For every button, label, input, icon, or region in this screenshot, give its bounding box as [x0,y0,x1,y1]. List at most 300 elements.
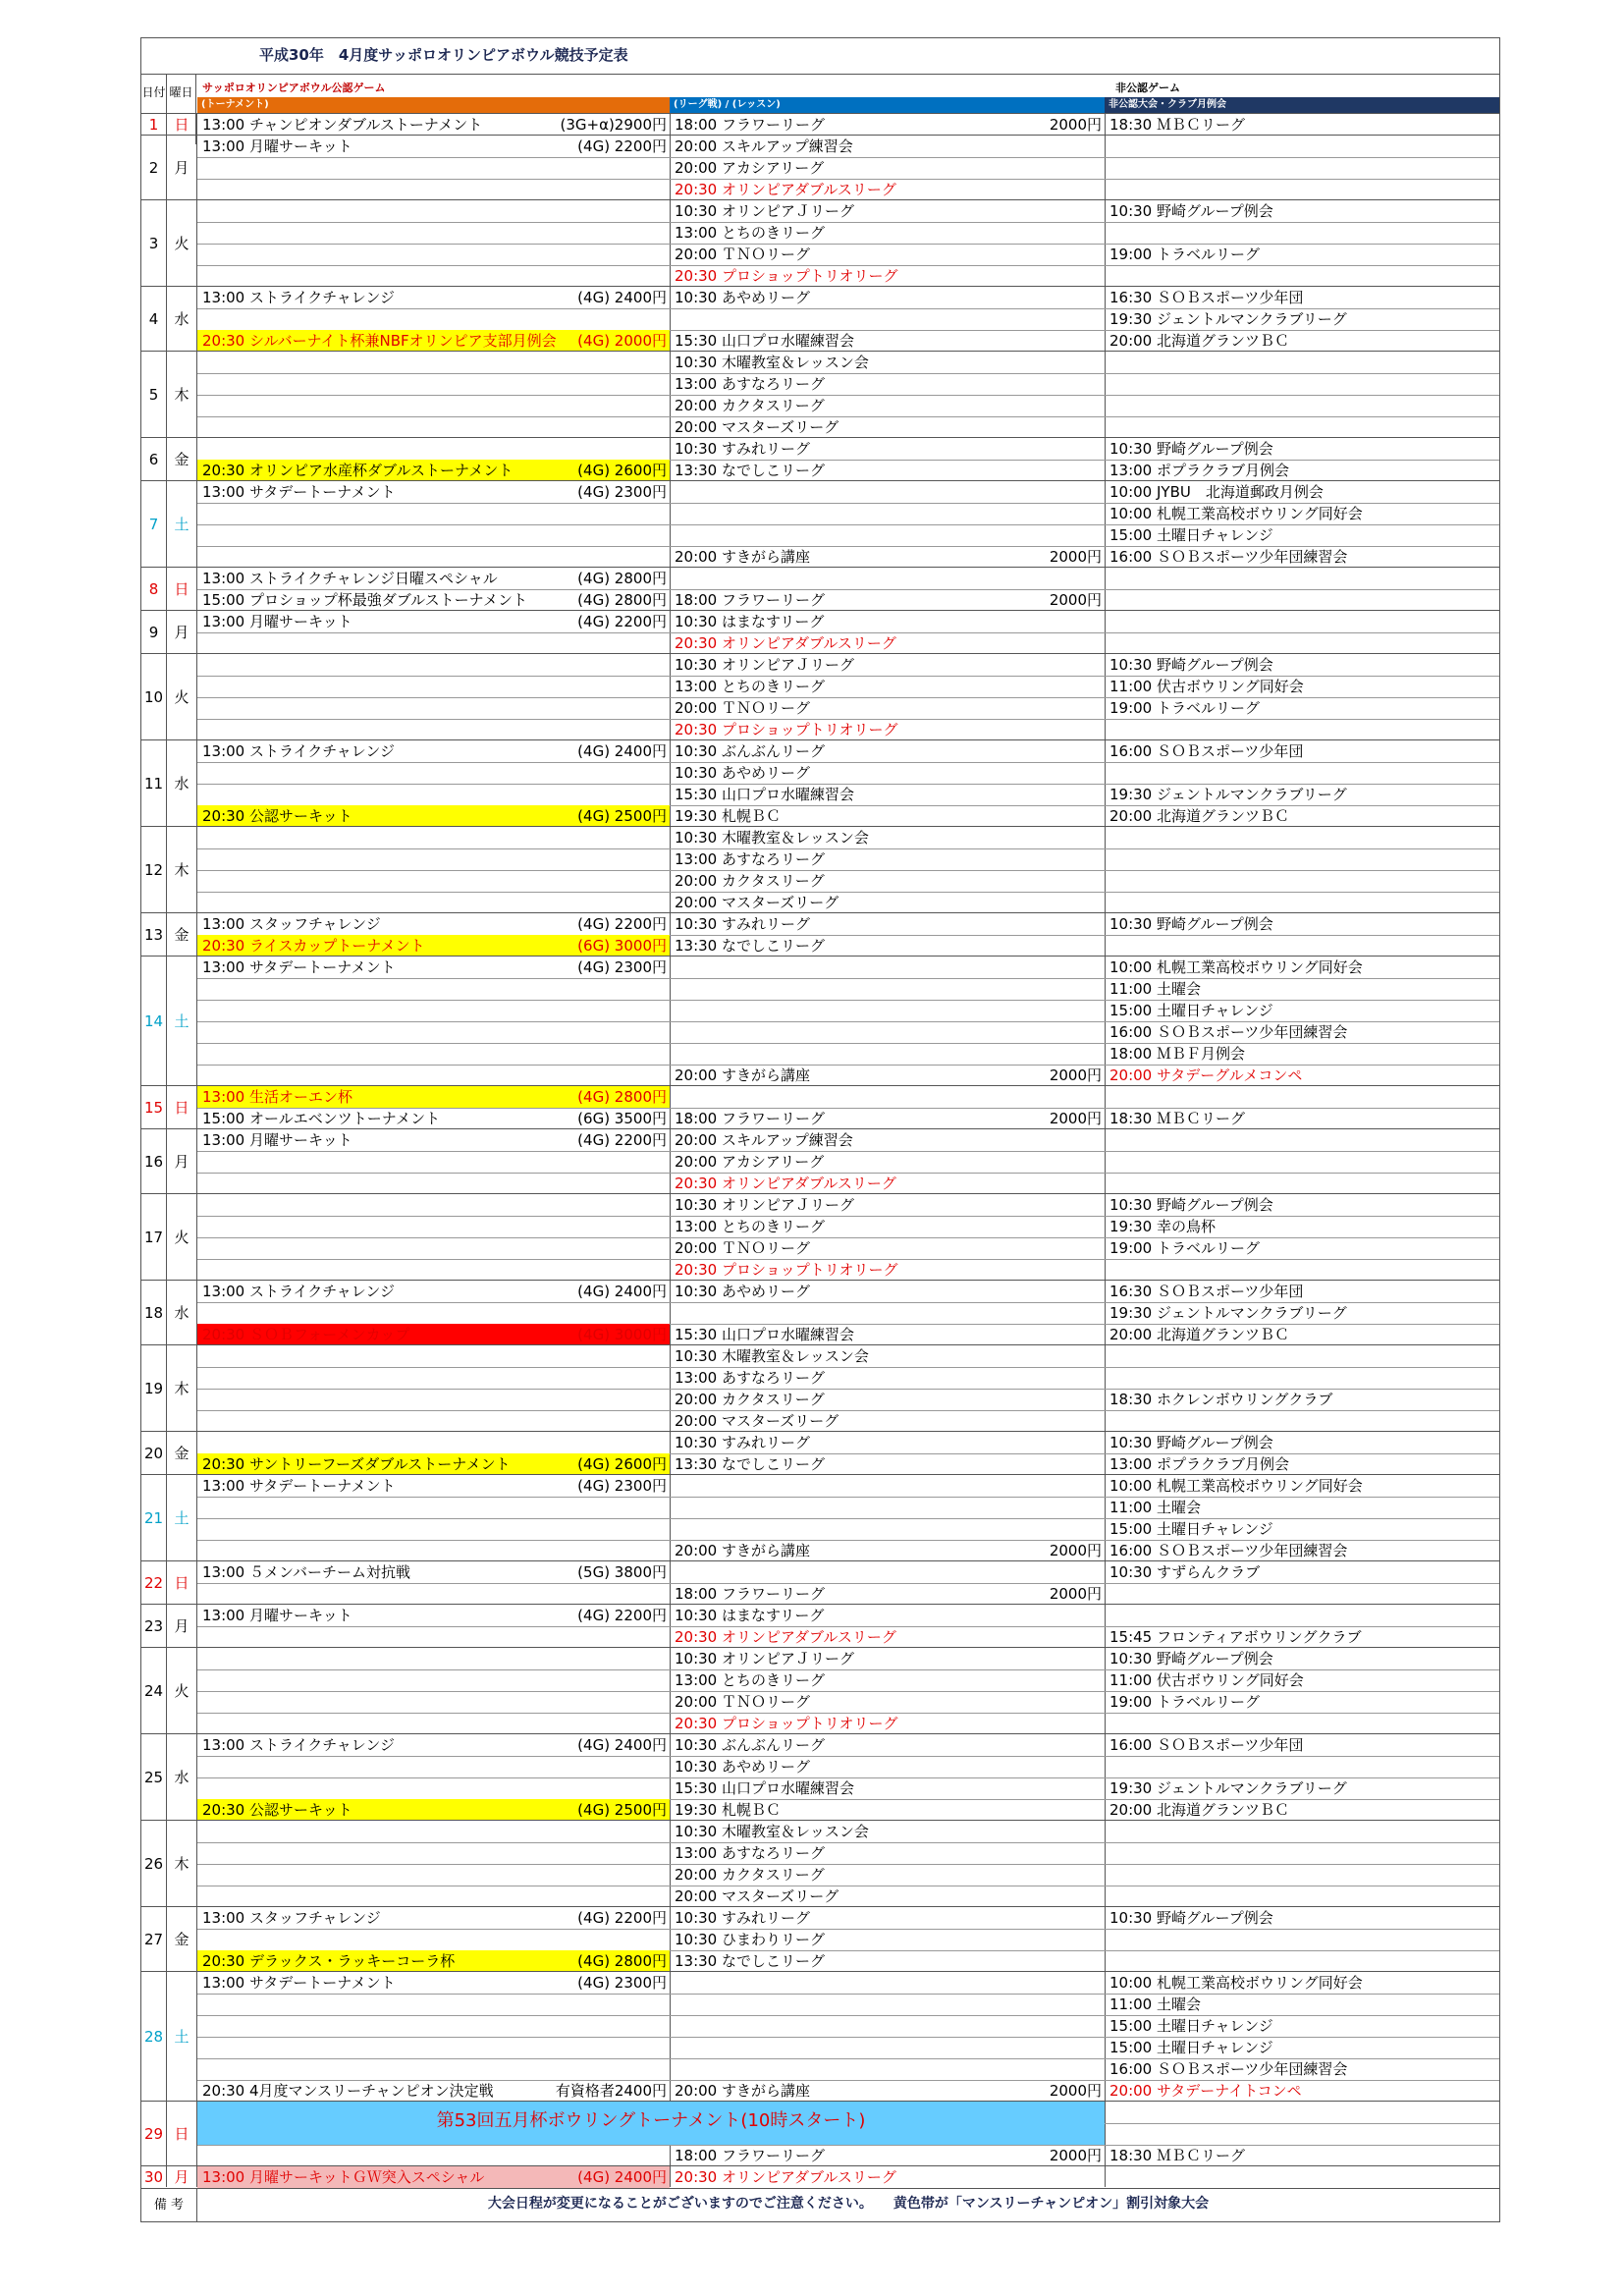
club-entry [1105,1799,1499,1821]
day-number: 19 [141,1345,167,1431]
league-entry [670,1842,1105,1864]
tournament-entry [197,1086,670,1108]
tournament-entry [197,136,670,157]
club-entry-name: 10:00 札幌工業高校ボウリング同好会 [1109,1477,1363,1495]
day-block [141,480,1499,567]
day-number: 4 [141,287,167,351]
tournament-entry-fee: (4G) 2200円 [577,1607,667,1624]
tournament-entry [197,1324,670,1345]
club-entry [1105,1432,1499,1453]
weekday-label: 土 [167,1475,197,1560]
day-block [141,2165,1499,2187]
club-entry [1105,1043,1499,1065]
club-entry [1105,2037,1499,2058]
league-entry [670,244,1105,265]
club-entry-name: 19:00 トラベルリーグ [1109,1239,1260,1257]
club-entry-name: 18:00 ＭＢＦ月例会 [1109,1045,1245,1063]
league-entry-name: 20:00 ＴＮＯリーグ [675,699,810,717]
league-entry-name: 10:30 オリンピアＪリーグ [675,656,854,674]
league-entry-fee: 2000円 [1049,1066,1102,1084]
tournament-entry [197,957,670,978]
column-divider [1105,2166,1106,2187]
day-number: 13 [141,913,167,956]
league-entry-name: 20:00 カクタスリーグ [675,1391,825,1408]
tournament-entry-name: 20:30 4月度マンスリーチャンピオン決定戦 [202,2082,494,2100]
league-entry-name: 18:00 フラワーリーグ [675,1110,825,1127]
league-entry [670,200,1105,222]
tournament-entry-fee: (4G) 2500円 [577,807,667,825]
tournament-band: (トーナメント) [197,97,670,113]
tournament-entry [197,913,670,935]
league-entry [670,2080,1105,2102]
club-entry [1105,1475,1499,1497]
league-entry [670,179,1105,200]
league-entry-name: 13:30 なでしこリーグ [675,1952,825,1970]
club-entry-name: 15:00 土曜日チャレンジ [1109,1520,1273,1538]
league-entry [670,935,1105,957]
tournament-entry-name: 13:00 ストライクチャレンジ [202,1283,396,1300]
league-entry-name: 15:30 山口プロ水曜練習会 [675,332,854,350]
club-entry-name: 13:00 ポプラクラブ月例会 [1109,462,1289,479]
tournament-entry-fee: (6G) 3000円 [577,937,667,955]
day-block [141,653,1499,739]
league-entry [670,913,1105,935]
league-entry-name: 20:00 カクタスリーグ [675,1866,825,1884]
tournament-entry-fee: (6G) 3500円 [577,1110,667,1127]
league-entry-name: 10:30 あやめリーグ [675,1758,810,1776]
club-entry [1105,1324,1499,1345]
tournament-entry-fee: (4G) 2800円 [577,591,667,609]
league-entry [670,1756,1105,1777]
league-entry [670,1410,1105,1432]
day-block [141,2101,1499,2165]
league-entry-name: 20:00 アカシアリーグ [675,159,825,177]
tournament-entry-name: 20:30 公認サーキット [202,807,352,825]
league-entry-name: 18:00 フラワーリーグ [675,2147,825,2164]
club-entry [1105,524,1499,546]
league-entry [670,114,1105,136]
tournament-entry-fee: (4G) 2600円 [577,462,667,479]
tournament-entry [197,1108,670,1129]
club-entry-name: 10:00 札幌工業高校ボウリング同好会 [1109,1974,1363,1992]
club-entry-name: 16:00 ＳＯＢスポーツ少年団 [1109,1736,1304,1754]
league-entry-name: 13:30 なでしこリーグ [675,462,825,479]
league-entry-fee: 2000円 [1049,591,1102,609]
club-entry [1105,330,1499,352]
tournament-entry-fee: (4G) 2400円 [577,1283,667,1300]
tournament-entry [197,935,670,957]
league-entry-name: 20:00 スキルアップ練習会 [675,1131,853,1149]
tournament-entry-name: 13:00 月曜サーキット [202,1607,352,1624]
club-entry-name: 10:30 野崎グループ例会 [1109,656,1273,674]
league-entry-name: 20:00 すきがら講座 [675,1066,810,1084]
league-entry [670,719,1105,740]
league-entry-name: 20:00 ＴＮＯリーグ [675,246,810,263]
tournament-entry-name: 13:00 サタデートーナメント [202,958,396,976]
club-entry-name: 20:00 北海道グランツＢＣ [1109,1801,1289,1819]
unofficial-band: 非公認大会・クラブ月例会 [1105,97,1499,113]
league-entry [670,1345,1105,1367]
league-entry [670,438,1105,460]
club-entry [1105,503,1499,524]
club-entry-name: 19:30 ジェントルマンクラブリーグ [1109,786,1347,803]
league-entry-name: 10:30 すみれリーグ [675,1909,810,1927]
schedule-sheet [140,37,1500,2222]
weekday-label: 月 [167,1129,197,1193]
weekday-label: 金 [167,438,197,480]
league-entry-name: 13:00 とちのきリーグ [675,224,825,242]
league-entry-name: 10:30 オリンピアＪリーグ [675,1650,854,1667]
club-entry-name: 10:00 札幌工業高校ボウリング同好会 [1109,958,1363,976]
league-entry [670,1194,1105,1216]
club-entry-name: 10:30 野崎グループ例会 [1109,1909,1273,1927]
club-entry [1105,1669,1499,1691]
tournament-entry-fee: (4G) 2800円 [577,1952,667,1970]
day-block [141,1193,1499,1280]
league-entry-name: 18:00 フラワーリーグ [675,1585,825,1603]
league-entry-name: 10:30 ぶんぶんリーグ [675,742,825,760]
league-entry [670,611,1105,632]
weekday-label: 土 [167,957,197,1085]
league-entry [670,1648,1105,1669]
league-entry-name: 20:00 すきがら講座 [675,1542,810,1559]
tournament-entry [197,1561,670,1583]
club-entry-name: 19:30 ジェントルマンクラブリーグ [1109,1779,1347,1797]
tournament-entry-name: 13:00 月曜サーキット [202,613,352,630]
league-entry-name: 20:00 すきがら講座 [675,2082,810,2100]
tournament-entry-fee: (4G) 2400円 [577,1736,667,1754]
tournament-entry [197,1281,670,1302]
club-entry [1105,1561,1499,1583]
league-entry [670,1216,1105,1237]
league-entry-name: 18:00 フラワーリーグ [675,591,825,609]
league-entry [670,546,1105,568]
tournament-entry-name: 13:00 月曜サーキットＧＷ突入スペシャル [202,2168,485,2186]
day-number: 29 [141,2102,167,2165]
league-entry-name: 20:30 オリンピアダブルスリーグ [675,1175,896,1192]
weekday-label: 月 [167,136,197,199]
club-entry-name: 11:00 伏古ボウリング同好会 [1109,1671,1304,1689]
club-entry [1105,1648,1499,1669]
club-entry [1105,676,1499,697]
tournament-entry [197,1907,670,1929]
tournament-entry-fee: (4G) 2400円 [577,742,667,760]
club-entry [1105,2080,1499,2102]
tournament-entry-fee: 有資格者2400円 [555,2082,667,2100]
club-entry [1105,2145,1499,2166]
tournament-entry [197,740,670,762]
tournament-entry [197,568,670,589]
day-block [141,1344,1499,1431]
tournament-entry-fee: (4G) 3000円 [577,1326,667,1343]
league-entry [670,848,1105,870]
club-entry-name: 13:00 ポプラクラブ月例会 [1109,1455,1289,1473]
league-entry-name: 13:30 なでしこリーグ [675,1455,825,1473]
league-entry-name: 15:30 山口プロ水曜練習会 [675,786,854,803]
club-entry-name: 11:00 土曜会 [1109,1995,1201,2013]
league-entry-name: 19:30 札幌ＢＣ [675,1801,781,1819]
league-entry-name: 13:00 とちのきリーグ [675,1218,825,1235]
tournament-entry [197,481,670,503]
tournament-entry-name: 13:00 月曜サーキット [202,1131,352,1149]
club-entry [1105,2058,1499,2080]
official-games-heading: サッポロオリンピアボウル公認ゲーム [202,82,386,94]
day-block [141,1085,1499,1128]
tournament-entry-fee: (4G) 2200円 [577,1909,667,1927]
tournament-entry-fee: (4G) 2300円 [577,1974,667,1992]
league-entry [670,1605,1105,1626]
club-entry-name: 16:30 ＳＯＢスポーツ少年団 [1109,1283,1304,1300]
tournament-entry-name: 13:00 サタデートーナメント [202,1477,396,1495]
club-entry-name: 19:30 幸の鳥杯 [1109,1218,1216,1235]
tournament-entry-fee: (4G) 2300円 [577,958,667,976]
league-entry-name: 10:30 あやめリーグ [675,289,810,306]
club-entry-name: 16:00 ＳＯＢスポーツ少年団練習会 [1109,2060,1348,2078]
club-entry-name: 10:30 すずらんクラブ [1109,1563,1261,1581]
tournament-entry-fee: (4G) 2300円 [577,483,667,501]
day-number: 28 [141,1972,167,2101]
league-entry [670,589,1105,611]
club-entry-name: 15:45 フロンティアボウリングクラブ [1109,1628,1362,1646]
tournament-entry [197,1950,670,1972]
tournament-entry [197,2080,670,2102]
tournament-entry-fee: (4G) 2800円 [577,570,667,587]
club-entry [1105,1065,1499,1086]
day-number: 10 [141,654,167,739]
weekday-label: 日 [167,1561,197,1604]
club-entry-name: 10:00 JYBU 北海道郵政月例会 [1109,483,1324,501]
club-entry-name: 16:00 ＳＯＢスポーツ少年団練習会 [1109,548,1348,566]
tournament-entry-name: 20:30 ライスカップトーナメント [202,937,425,955]
league-entry [670,1907,1105,1929]
weekday-label: 木 [167,827,197,912]
weekday-label: 土 [167,1972,197,2101]
club-entry [1105,654,1499,676]
league-entry-name: 20:30 プロショップトリオリーグ [675,1715,898,1732]
league-entry [670,2145,1105,2166]
club-entry-name: 19:00 トラベルリーグ [1109,699,1260,717]
day-number: 25 [141,1734,167,1820]
league-entry-name: 13:00 とちのきリーグ [675,678,825,695]
league-entry [670,1583,1105,1605]
club-entry [1105,1691,1499,1713]
league-entry-name: 20:00 マスターズリーグ [675,418,839,436]
weekday-label: 金 [167,913,197,956]
league-entry-name: 13:00 あすなろリーグ [675,375,825,393]
league-entry [670,740,1105,762]
league-entry [670,1929,1105,1950]
day-number: 16 [141,1129,167,1193]
tournament-entry-name: 20:30 デラックス・ラッキーコーラ杯 [202,1952,456,1970]
league-entry-name: 10:30 すみれリーグ [675,1434,810,1451]
club-entry-name: 18:30 ホクレンボウリングクラブ [1109,1391,1333,1408]
tournament-entry-name: 13:00 ストライクチャレンジ [202,1736,396,1754]
league-entry-name: 10:30 オリンピアＪリーグ [675,1196,854,1214]
league-entry-name: 18:00 フラワーリーグ [675,116,825,134]
tournament-entry [197,1972,670,1994]
club-entry [1105,913,1499,935]
club-entry [1105,1972,1499,1994]
league-entry [670,1691,1105,1713]
tournament-entry-fee: (4G) 2400円 [577,2168,667,2186]
weekday-label: 水 [167,1734,197,1820]
club-entry [1105,1994,1499,2015]
club-entry [1105,1237,1499,1259]
club-entry-name: 20:00 北海道グランツＢＣ [1109,807,1289,825]
league-entry-name: 20:30 プロショップトリオリーグ [675,267,898,285]
tournament-entry-name: 13:00 チャンピオンダブルストーナメント [202,116,483,134]
league-entry [670,1108,1105,1129]
league-entry [670,827,1105,848]
tournament-entry-name: 20:30 シルバーナイト杯兼NBFオリンピア支部月例会 [202,332,557,350]
day-number: 27 [141,1907,167,1971]
club-entry-name: 19:00 トラベルリーグ [1109,246,1260,263]
league-entry-name: 20:00 ＴＮＯリーグ [675,1239,810,1257]
club-entry-name: 16:00 ＳＯＢスポーツ少年団練習会 [1109,1023,1348,1041]
day-block [141,739,1499,826]
day-number: 6 [141,438,167,480]
club-entry [1105,1000,1499,1021]
league-entry [670,1173,1105,1194]
day-block [141,567,1499,610]
league-entry [670,654,1105,676]
tournament-entry-fee: (4G) 2200円 [577,137,667,155]
league-entry [670,784,1105,805]
league-entry [670,1950,1105,1972]
weekday-label: 火 [167,1194,197,1280]
day-block [141,135,1499,199]
tournament-entry-name: 13:00 サタデートーナメント [202,483,396,501]
tournament-entry-fee: (4G) 2300円 [577,1477,667,1495]
league-entry-name: 13:30 なでしこリーグ [675,937,825,955]
day-block [141,1128,1499,1193]
league-entry [670,373,1105,395]
league-entry-name: 10:30 ぶんぶんリーグ [675,1736,825,1754]
remarks-text: 大会日程が変更になることがございますのでご注意ください。 黄色帯が「マンスリーチャンピオン」割引対象大会 [487,2196,1210,2212]
league-entry [670,1626,1105,1648]
club-entry [1105,1453,1499,1475]
tournament-entry-name: 13:00 生活オーエン杯 [202,1088,352,1106]
weekday-label: 木 [167,1345,197,1431]
day-block [141,113,1499,135]
special-event-banner: 第53回五月杯ボウリングトーナメント(10時スタート) [197,2102,1105,2145]
club-entry [1105,784,1499,805]
league-entry-name: 10:30 はまなすリーグ [675,1607,825,1624]
league-entry [670,1389,1105,1410]
club-entry-name: 20:00 北海道グランツＢＣ [1109,332,1289,350]
weekday-label: 火 [167,654,197,739]
league-entry [670,2166,1105,2188]
league-entry-name: 20:00 すきがら講座 [675,548,810,566]
column-divider [1105,136,1106,199]
league-entry [670,1864,1105,1886]
day-number: 24 [141,1648,167,1733]
weekday-column-header: 曜日 [167,74,196,144]
league-entry [670,416,1105,438]
tournament-entry [197,2166,670,2188]
league-entry-fee: 2000円 [1049,2147,1102,2164]
league-entry [670,697,1105,719]
club-entry-name: 10:30 野崎グループ例会 [1109,1650,1273,1667]
club-entry [1105,957,1499,978]
league-entry [670,1799,1105,1821]
day-block [141,1431,1499,1474]
tournament-entry [197,330,670,352]
league-entry [670,1324,1105,1345]
league-entry [670,805,1105,827]
club-entry-name: 15:00 土曜日チャレンジ [1109,2039,1273,2056]
tournament-entry-fee: (4G) 2500円 [577,1801,667,1819]
tournament-entry-fee: (4G) 2200円 [577,613,667,630]
header-divider [141,74,1499,75]
league-entry [670,762,1105,784]
tournament-entry-fee: (4G) 2000円 [577,332,667,350]
club-entry [1105,1302,1499,1324]
league-entry-name: 10:30 木曜教室＆レッスン会 [675,1823,869,1840]
tournament-entry-name: 13:00 スタッフチャレンジ [202,1909,381,1927]
club-entry-name: 10:30 野崎グループ例会 [1109,1434,1273,1451]
club-entry-name: 19:30 ジェントルマンクラブリーグ [1109,310,1347,328]
tournament-entry [197,611,670,632]
day-number: 21 [141,1475,167,1560]
tournament-entry [197,1453,670,1475]
club-entry [1105,1518,1499,1540]
club-entry-name: 15:00 土曜日チャレンジ [1109,1002,1273,1019]
weekday-label: 土 [167,481,197,567]
day-number: 2 [141,136,167,199]
league-entry-name: 20:30 オリンピアダブルスリーグ [675,1628,896,1646]
club-entry-name: 20:00 北海道グランツＢＣ [1109,1326,1289,1343]
day-number: 30 [141,2166,167,2187]
league-entry [670,1151,1105,1173]
day-number: 9 [141,611,167,653]
league-entry [670,1886,1105,1907]
club-entry [1105,1021,1499,1043]
club-entry [1105,481,1499,503]
club-entry [1105,1389,1499,1410]
club-entry [1105,1194,1499,1216]
league-entry [670,395,1105,416]
club-entry-name: 10:30 野崎グループ例会 [1109,1196,1273,1214]
club-entry-name: 10:00 札幌工業高校ボウリング同好会 [1109,505,1363,522]
club-entry [1105,114,1499,136]
day-number: 11 [141,740,167,826]
league-entry-name: 20:30 オリンピアダブルスリーグ [675,181,896,198]
weekday-label: 月 [167,611,197,653]
day-block [141,1971,1499,2101]
tournament-entry [197,1129,670,1151]
league-entry-name: 20:00 スキルアップ練習会 [675,137,853,155]
league-entry [670,1129,1105,1151]
weekday-label: 木 [167,1821,197,1906]
weekday-label: 水 [167,1281,197,1344]
tournament-entry-name: 20:30 ＳＯＢフォーメンカップ [202,1326,410,1343]
league-entry-name: 20:00 カクタスリーグ [675,872,825,890]
club-entry-name: 19:30 ジェントルマンクラブリーグ [1109,1304,1347,1322]
club-entry-name: 15:00 土曜日チャレンジ [1109,2017,1273,2035]
day-block [141,1474,1499,1560]
tournament-entry [197,114,670,136]
tournament-entry-name: 13:00 サタデートーナメント [202,1974,396,1992]
league-entry-name: 10:30 ひまわりリーグ [675,1931,825,1948]
tournament-entry [197,1605,670,1626]
club-entry-name: 19:00 トラベルリーグ [1109,1693,1260,1711]
league-entry [670,157,1105,179]
remarks-row [141,2188,1499,2222]
day-number: 1 [141,114,167,135]
tournament-entry-name: 20:30 サントリーフーズダブルストーナメント [202,1455,511,1473]
club-entry-name: 11:00 土曜会 [1109,1499,1201,1516]
